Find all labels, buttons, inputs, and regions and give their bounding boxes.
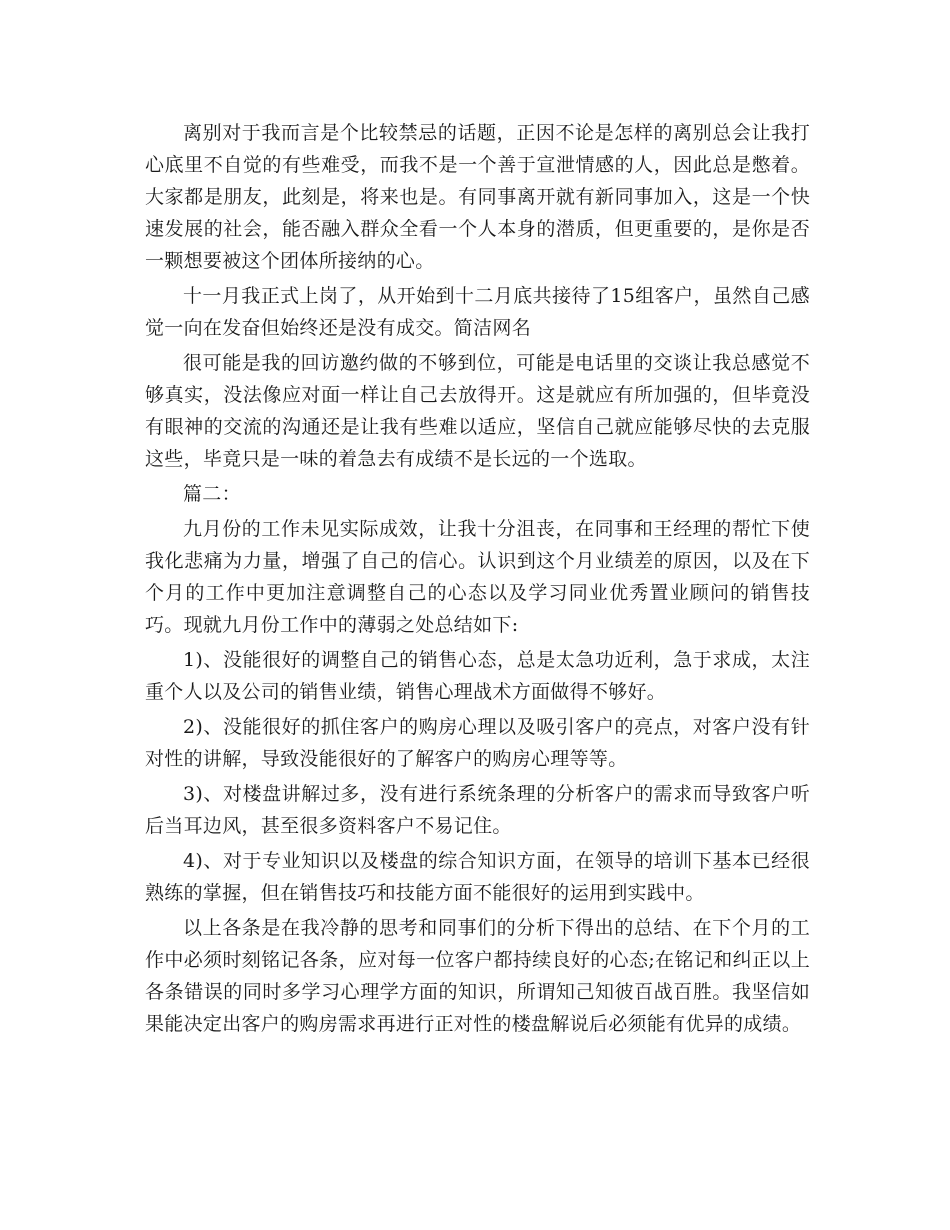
document-page [145,117,810,1043]
section-heading-part-two: 篇二： [183,483,241,505]
list-item-3: 3)、对楼盘讲解过多，没有进行系统条理的分析客户的需求而导致客户听后当耳边风，甚至很多资料客户不易记住。 [145,783,810,837]
list-item-1: 1)、没能很好的调整自己的销售心态，总是太急功近利，急于求成，太注重个人以及公司的销售业绩，销售心理战术方面做得不够好。 [145,649,810,703]
paragraph-november: 十一月我正式上岗了，从开始到十二月底共接待了15组客户，虽然自己感觉一向在发奋但始终还是没有成交。简洁网名 [145,285,810,339]
paragraph-farewell: 离别对于我而言是个比较禁忌的话题，正因不论是怎样的离别总会让我打心底里不自觉的有些难受，而我不是一个善于宣泄情感的人，因此总是憋着。大家都是朋友，此刻是，将来也是。有同事离开就有新同事加入，这是一个快速发展的社会，能否融入群众全看一个人本身的潜质，但更重要的，是你是否一颗想要被这个团体所接纳的心。 [145,122,810,272]
list-item-4: 4)、对于专业知识以及楼盘的综合知识方面，在领导的培训下基本已经很熟练的掌握，但在销售技巧和技能方面不能很好的运用到实践中。 [145,850,810,904]
paragraph-phone-visit: 很可能是我的回访邀约做的不够到位，可能是电话里的交谈让我总感觉不够真实，没法像应对面一样让自己去放得开。这是就应有所加强的，但毕竟没有眼神的交流的沟通还是让我有些难以适应，坚信自己就应能够尽快的去克服这些，毕竟只是一味的着急去有成绩不是长远的一个选取。 [145,352,810,470]
list-item-2: 2)、没能很好的抓住客户的购房心理以及吸引客户的亮点，对客户没有针对性的讲解，导致没能很好的了解客户的购房心理等等。 [145,716,810,770]
paragraph-conclusion: 以上各条是在我冷静的思考和同事们的分析下得出的总结、在下个月的工作中必须时刻铭记各条，应对每一位客户都持续良好的心态;在铭记和纠正以上各条错误的同时多学习心理学方面的知识，所谓知己知彼百战百胜。我坚信如果能决定出客户的购房需求再进行正对性的楼盘解说后必须能有优异的成绩。 [145,917,810,1035]
paragraph-september: 九月份的工作未见实际成效，让我十分沮丧，在同事和王经理的帮忙下使我化悲痛为力量，增强了自己的信心。认识到这个月业绩差的原因，以及在下个月的工作中更加注意调整自己的心态以及学习同业优秀置业顾问的销售技巧。现就九月份工作中的薄弱之处总结如下: [145,518,810,636]
